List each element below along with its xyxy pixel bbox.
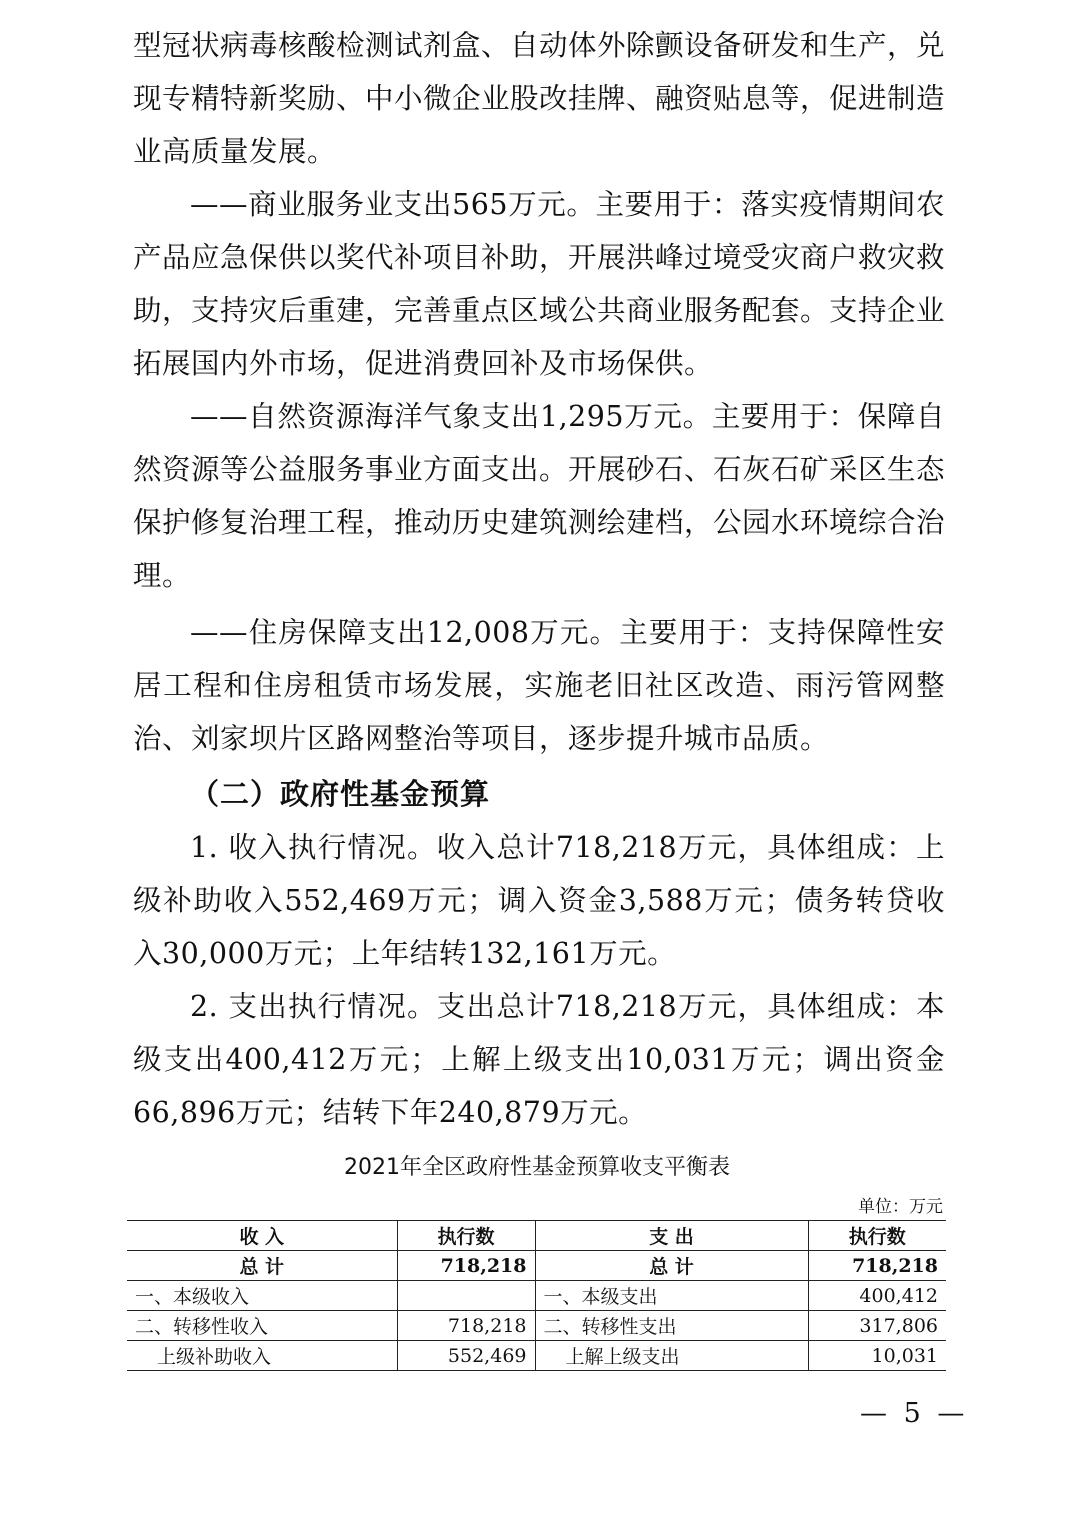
- section-heading: （二）政府性基金预算: [190, 777, 491, 811]
- cell-label: 二、转移性支出: [535, 1311, 808, 1341]
- paragraph-expenditure: 2. 支出执行情况。支出总计718,218万元，具体组成：本级支出400,412万元；上解上级支出10,031万元；调出资金66,896万元；结转下年240,879万元。: [133, 990, 945, 1129]
- paragraph-continuation: 型冠状病毒核酸检测试剂盒、自动体外除颤设备研发和生产，兑现专精特新奖励、中小微企业股改挂牌、融资贴息等，促进制造业高质量发展。: [133, 29, 946, 168]
- cell-total-expenditure: 718,218: [808, 1251, 946, 1281]
- cell-label: 一、本级支出: [535, 1281, 808, 1311]
- table-unit: 单位：万元: [858, 1197, 943, 1217]
- paragraph-income: 1. 收入执行情况。收入总计718,218万元，具体组成：上级补助收入552,469万元；调入资金3,588万元；债务转贷收入30,000万元；上年结转132,161万元。: [133, 831, 945, 970]
- page-number: — 5 —: [860, 1398, 969, 1429]
- table-row: [127, 1311, 946, 1341]
- cell-value: 10,031: [808, 1341, 946, 1371]
- cell-label: 上级补助收入: [127, 1341, 397, 1371]
- cell-label: 二、转移性收入: [127, 1311, 397, 1341]
- cell-value: [397, 1281, 535, 1311]
- cell-value: 552,469: [397, 1341, 535, 1371]
- cell-value: 718,218: [397, 1311, 535, 1341]
- cell-total-income: 718,218: [397, 1251, 535, 1281]
- table-row: [127, 1341, 946, 1371]
- cell-value: 400,412: [808, 1281, 946, 1311]
- paragraph-natural-resources: ——自然资源海洋气象支出1,295万元。主要用于：保障自然资源等公益服务事业方面支出。开展砂石、石灰石矿采区生态保护修复治理工程，推动历史建筑测绘建档，公园水环境综合治理。: [133, 400, 946, 592]
- cell-value: 317,806: [808, 1311, 946, 1341]
- header-expenditure: 支 出: [535, 1221, 808, 1251]
- paragraph-housing: ——住房保障支出12,008万元。主要用于：支持保障性安居工程和住房租赁市场发展，实施老旧社区改造、雨污管网整治、刘家坝片区路网整治等项目，逐步提升城市品质。: [133, 616, 945, 755]
- balance-table: [127, 1220, 946, 1371]
- table-row: [127, 1281, 946, 1311]
- cell-label: 一、本级收入: [127, 1281, 397, 1311]
- header-income: 收 入: [127, 1221, 397, 1251]
- header-expenditure-amount: 执行数: [808, 1221, 946, 1251]
- header-income-amount: 执行数: [397, 1221, 535, 1251]
- table-row: [127, 1251, 946, 1281]
- table-header-row: [127, 1221, 946, 1251]
- cell-total-label: 总 计: [127, 1251, 397, 1281]
- cell-total-label-2: 总 计: [535, 1251, 808, 1281]
- table-title: 2021年全区政府性基金预算收支平衡表: [344, 1155, 730, 1180]
- cell-label: 上解上级支出: [535, 1341, 808, 1371]
- paragraph-commerce: ——商业服务业支出565万元。主要用于：落实疫情期间农产品应急保供以奖代补项目补助，开展洪峰过境受灾商户救灾救助，支持灾后重建，完善重点区域公共商业服务配套。支持企业拓展国内外市场，促进消费回补及市场保供。: [133, 188, 946, 380]
